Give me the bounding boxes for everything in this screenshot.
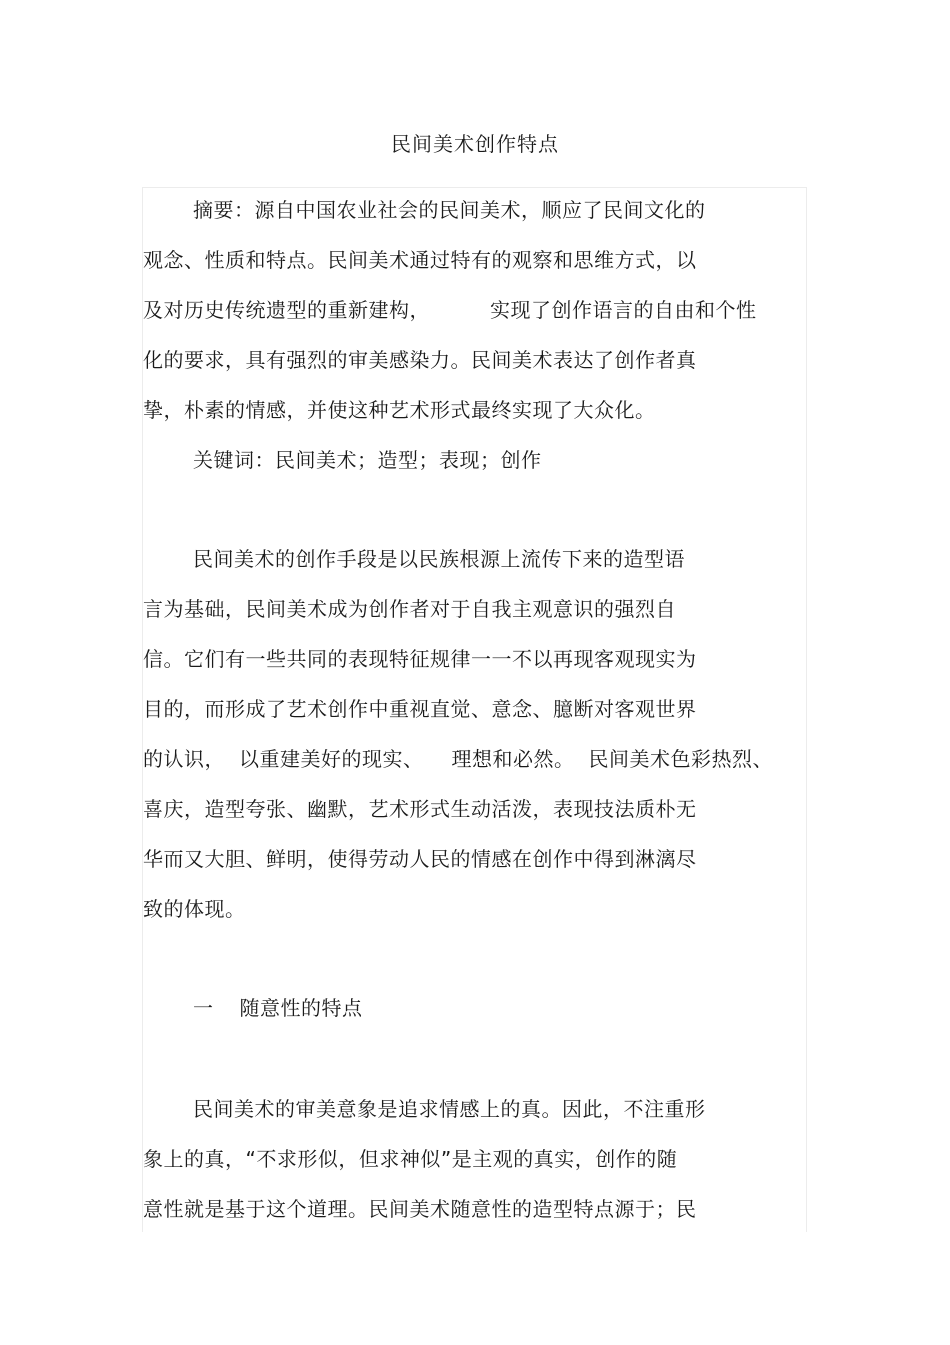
abstract-line-4: 化的要求，具有强烈的审美感染力。民间美术表达了创作者真 [143,348,697,372]
para1-line-6: 喜庆，造型夸张、幽默，艺术形式生动活泼，表现技法质朴无 [143,797,697,821]
para1-line-5 [143,745,773,773]
abstract-line-3 [143,296,757,324]
para1-line-3: 信。它们有一些共同的表现特征规律一一不以再现客观现实为 [143,647,697,671]
abstract-line-2: 观念、性质和特点。民间美术通过特有的观察和思维方式，以 [143,248,697,272]
para2-line-2: 象上的真，“不求形似，但求神似”是主观的真实，创作的随 [143,1147,678,1171]
abstract-line-3b: 实现了创作语言的自由和个性 [490,298,757,322]
section-number: 一 [193,996,214,1020]
section-heading [193,994,363,1022]
para1-line-7: 华而又大胆、鲜明，使得劳动人民的情感在创作中得到淋漓尽 [143,847,697,871]
section-title: 随意性的特点 [239,996,363,1020]
abstract-line-5: 挚，朴素的情感，并使这种艺术形式最终实现了大众化。 [143,398,656,422]
para2-line-1: 民间美术的审美意象是追求情感上的真。因此，不注重形 [193,1097,706,1121]
abstract-line-3a: 及对历史传统遗型的重新建构， [143,298,430,322]
keywords-line: 关键词：民间美术；造型；表现；创作 [193,448,542,472]
para1-line-1: 民间美术的创作手段是以民族根源上流传下来的造型语 [193,547,685,571]
para1-line-2: 言为基础，民间美术成为创作者对于自我主观意识的强烈自 [143,597,676,621]
para2-line-3: 意性就是基于这个道理。民间美术随意性的造型特点源于；民 [143,1197,697,1221]
abstract-line-1: 摘要：源自中国农业社会的民间美术，顺应了民间文化的 [193,198,706,222]
page-title: 民间美术创作特点 [391,132,559,156]
para1-line-5c: 理想和必然。 [451,747,575,771]
para1-line-5a: 的认识， [143,747,225,771]
para1-line-4: 目的，而形成了艺术创作中重视直觉、意念、臆断对客观世界 [143,697,697,721]
para1-line-5b: 以重建美好的现实、 [239,747,424,771]
para1-line-5d: 民间美术色彩热烈、 [588,747,773,771]
para1-line-8: 致的体现。 [143,897,246,921]
